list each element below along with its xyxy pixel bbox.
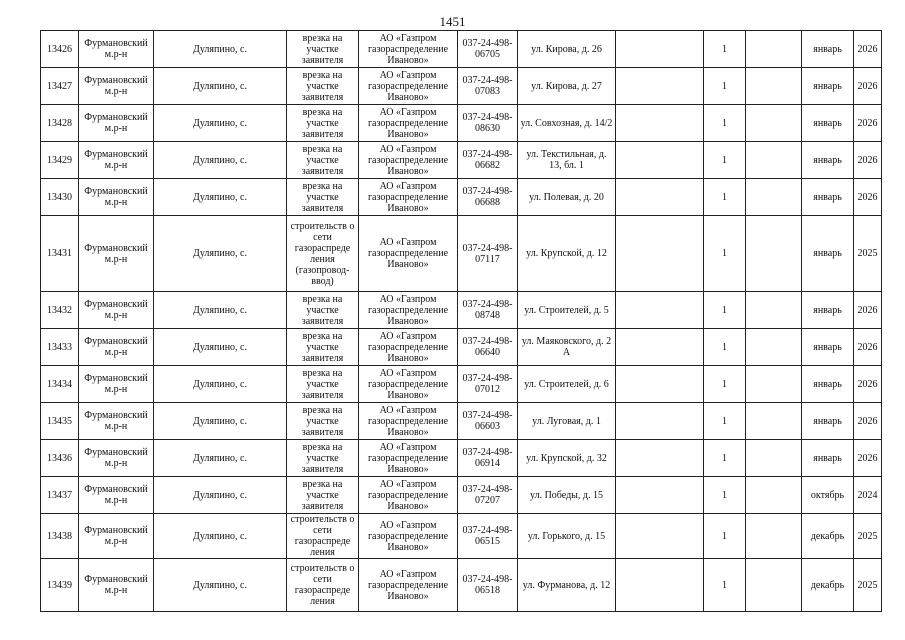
cell-quantity: 1 xyxy=(704,68,746,105)
cell-organization: АО «Газпром газораспределение Иваново» xyxy=(359,68,458,105)
cell-year: 2026 xyxy=(854,292,882,329)
cell-contract-code: 037-24-498-07012 xyxy=(458,366,518,403)
cell-empty-b xyxy=(746,179,802,216)
cell-empty-a xyxy=(616,477,704,514)
table-row xyxy=(41,292,882,329)
cell-work-type: врезка на участке заявителя xyxy=(287,142,359,179)
cell-empty-a xyxy=(616,366,704,403)
cell-organization: АО «Газпром газораспределение Иваново» xyxy=(359,329,458,366)
cell-quantity: 1 xyxy=(704,142,746,179)
cell-work-type: врезка на участке заявителя xyxy=(287,292,359,329)
cell-empty-a xyxy=(616,68,704,105)
cell-empty-a xyxy=(616,142,704,179)
cell-month: октябрь xyxy=(802,477,854,514)
cell-month: январь xyxy=(802,216,854,292)
cell-organization: АО «Газпром газораспределение Иваново» xyxy=(359,142,458,179)
cell-work-type: врезка на участке заявителя xyxy=(287,105,359,142)
cell-address: ул. Строителей, д. 6 xyxy=(518,366,616,403)
cell-month: январь xyxy=(802,366,854,403)
table-row xyxy=(41,559,882,612)
cell-month: январь xyxy=(802,31,854,68)
cell-contract-code: 037-24-498-06682 xyxy=(458,142,518,179)
cell-address: ул. Маяковского, д. 2 А xyxy=(518,329,616,366)
cell-contract-code: 037-24-498-06518 xyxy=(458,559,518,612)
cell-contract-code: 037-24-498-06515 xyxy=(458,514,518,559)
cell-settlement: Дуляпино, с. xyxy=(154,329,287,366)
cell-row-number: 13433 xyxy=(41,329,79,366)
cell-organization: АО «Газпром газораспределение Иваново» xyxy=(359,403,458,440)
cell-month: январь xyxy=(802,179,854,216)
cell-district: Фурмановский м.р-н xyxy=(79,477,154,514)
cell-quantity: 1 xyxy=(704,179,746,216)
cell-empty-a xyxy=(616,559,704,612)
cell-address: ул. Строителей, д. 5 xyxy=(518,292,616,329)
table-row xyxy=(41,514,882,559)
cell-empty-b xyxy=(746,403,802,440)
cell-settlement: Дуляпино, с. xyxy=(154,179,287,216)
cell-year: 2026 xyxy=(854,31,882,68)
cell-organization: АО «Газпром газораспределение Иваново» xyxy=(359,292,458,329)
cell-row-number: 13428 xyxy=(41,105,79,142)
cell-row-number: 13439 xyxy=(41,559,79,612)
cell-settlement: Дуляпино, с. xyxy=(154,477,287,514)
cell-year: 2026 xyxy=(854,403,882,440)
cell-empty-b xyxy=(746,31,802,68)
cell-year: 2026 xyxy=(854,440,882,477)
cell-address: ул. Луговая, д. 1 xyxy=(518,403,616,440)
cell-work-type: врезка на участке заявителя xyxy=(287,68,359,105)
cell-organization: АО «Газпром газораспределение Иваново» xyxy=(359,440,458,477)
cell-quantity: 1 xyxy=(704,403,746,440)
table-body xyxy=(41,31,882,612)
cell-year: 2025 xyxy=(854,216,882,292)
cell-empty-a xyxy=(616,329,704,366)
cell-row-number: 13431 xyxy=(41,216,79,292)
cell-empty-a xyxy=(616,440,704,477)
cell-work-type: врезка на участке заявителя xyxy=(287,366,359,403)
cell-year: 2026 xyxy=(854,142,882,179)
table-row xyxy=(41,68,882,105)
cell-month: декабрь xyxy=(802,559,854,612)
cell-work-type: строительств о сети газораспреде ления xyxy=(287,559,359,612)
table-row xyxy=(41,329,882,366)
cell-quantity: 1 xyxy=(704,366,746,403)
cell-district: Фурмановский м.р-н xyxy=(79,68,154,105)
cell-organization: АО «Газпром газораспределение Иваново» xyxy=(359,105,458,142)
cell-empty-a xyxy=(616,31,704,68)
cell-year: 2024 xyxy=(854,477,882,514)
cell-district: Фурмановский м.р-н xyxy=(79,514,154,559)
cell-district: Фурмановский м.р-н xyxy=(79,179,154,216)
cell-settlement: Дуляпино, с. xyxy=(154,440,287,477)
cell-quantity: 1 xyxy=(704,514,746,559)
cell-address: ул. Крупской, д. 12 xyxy=(518,216,616,292)
cell-empty-a xyxy=(616,179,704,216)
cell-contract-code: 037-24-498-07207 xyxy=(458,477,518,514)
cell-row-number: 13427 xyxy=(41,68,79,105)
cell-month: январь xyxy=(802,105,854,142)
cell-contract-code: 037-24-498-06603 xyxy=(458,403,518,440)
page-number: 1451 xyxy=(439,14,466,29)
cell-organization: АО «Газпром газораспределение Иваново» xyxy=(359,216,458,292)
cell-work-type: врезка на участке заявителя xyxy=(287,403,359,440)
cell-district: Фурмановский м.р-н xyxy=(79,216,154,292)
cell-work-type: врезка на участке заявителя xyxy=(287,329,359,366)
table-row xyxy=(41,142,882,179)
cell-row-number: 13435 xyxy=(41,403,79,440)
cell-address: ул. Кирова, д. 26 xyxy=(518,31,616,68)
cell-address: ул. Текстильная, д. 13, бл. 1 xyxy=(518,142,616,179)
cell-quantity: 1 xyxy=(704,477,746,514)
cell-work-type: строительств о сети газораспреде ления (газопровод-ввод) xyxy=(287,216,359,292)
cell-row-number: 13432 xyxy=(41,292,79,329)
cell-year: 2026 xyxy=(854,105,882,142)
cell-empty-a xyxy=(616,514,704,559)
cell-row-number: 13429 xyxy=(41,142,79,179)
cell-empty-b xyxy=(746,366,802,403)
cell-empty-a xyxy=(616,403,704,440)
cell-empty-b xyxy=(746,216,802,292)
cell-contract-code: 037-24-498-06640 xyxy=(458,329,518,366)
cell-address: ул. Совхозная, д. 14/2 xyxy=(518,105,616,142)
cell-work-type: врезка на участке заявителя xyxy=(287,440,359,477)
cell-organization: АО «Газпром газораспределение Иваново» xyxy=(359,179,458,216)
cell-contract-code: 037-24-498-07117 xyxy=(458,216,518,292)
cell-year: 2025 xyxy=(854,559,882,612)
cell-empty-b xyxy=(746,514,802,559)
cell-year: 2025 xyxy=(854,514,882,559)
cell-quantity: 1 xyxy=(704,105,746,142)
cell-year: 2026 xyxy=(854,179,882,216)
cell-work-type: строительств о сети газораспреде ления xyxy=(287,514,359,559)
cell-district: Фурмановский м.р-н xyxy=(79,292,154,329)
cell-quantity: 1 xyxy=(704,292,746,329)
cell-district: Фурмановский м.р-н xyxy=(79,142,154,179)
cell-address: ул. Кирова, д. 27 xyxy=(518,68,616,105)
cell-month: январь xyxy=(802,440,854,477)
cell-settlement: Дуляпино, с. xyxy=(154,559,287,612)
table-row xyxy=(41,105,882,142)
cell-row-number: 13434 xyxy=(41,366,79,403)
cell-district: Фурмановский м.р-н xyxy=(79,31,154,68)
cell-district: Фурмановский м.р-н xyxy=(79,559,154,612)
cell-contract-code: 037-24-498-08630 xyxy=(458,105,518,142)
cell-month: январь xyxy=(802,142,854,179)
cell-address: ул. Горького, д. 15 xyxy=(518,514,616,559)
cell-contract-code: 037-24-498-06705 xyxy=(458,31,518,68)
cell-quantity: 1 xyxy=(704,216,746,292)
cell-work-type: врезка на участке заявителя xyxy=(287,31,359,68)
cell-contract-code: 037-24-498-07083 xyxy=(458,68,518,105)
cell-district: Фурмановский м.р-н xyxy=(79,403,154,440)
cell-quantity: 1 xyxy=(704,559,746,612)
cell-empty-b xyxy=(746,292,802,329)
cell-row-number: 13437 xyxy=(41,477,79,514)
cell-organization: АО «Газпром газораспределение Иваново» xyxy=(359,559,458,612)
cell-work-type: врезка на участке заявителя xyxy=(287,179,359,216)
table-row xyxy=(41,440,882,477)
cell-address: ул. Крупской, д. 32 xyxy=(518,440,616,477)
cell-year: 2026 xyxy=(854,329,882,366)
cell-district: Фурмановский м.р-н xyxy=(79,440,154,477)
cell-address: ул. Фурманова, д. 12 xyxy=(518,559,616,612)
cell-empty-a xyxy=(616,292,704,329)
cell-empty-b xyxy=(746,329,802,366)
cell-organization: АО «Газпром газораспределение Иваново» xyxy=(359,514,458,559)
cell-settlement: Дуляпино, с. xyxy=(154,142,287,179)
cell-month: январь xyxy=(802,329,854,366)
cell-organization: АО «Газпром газораспределение Иваново» xyxy=(359,477,458,514)
cell-settlement: Дуляпино, с. xyxy=(154,514,287,559)
cell-district: Фурмановский м.р-н xyxy=(79,105,154,142)
cell-row-number: 13436 xyxy=(41,440,79,477)
cell-month: январь xyxy=(802,292,854,329)
cell-settlement: Дуляпино, с. xyxy=(154,292,287,329)
registry-table xyxy=(40,30,882,612)
cell-row-number: 13438 xyxy=(41,514,79,559)
table-row xyxy=(41,477,882,514)
cell-contract-code: 037-24-498-06914 xyxy=(458,440,518,477)
cell-settlement: Дуляпино, с. xyxy=(154,68,287,105)
cell-organization: АО «Газпром газораспределение Иваново» xyxy=(359,31,458,68)
cell-settlement: Дуляпино, с. xyxy=(154,105,287,142)
cell-settlement: Дуляпино, с. xyxy=(154,216,287,292)
cell-contract-code: 037-24-498-08748 xyxy=(458,292,518,329)
cell-settlement: Дуляпино, с. xyxy=(154,403,287,440)
cell-contract-code: 037-24-498-06688 xyxy=(458,179,518,216)
cell-month: январь xyxy=(802,68,854,105)
cell-address: ул. Полевая, д. 20 xyxy=(518,179,616,216)
table-row xyxy=(41,216,882,292)
cell-settlement: Дуляпино, с. xyxy=(154,31,287,68)
cell-quantity: 1 xyxy=(704,329,746,366)
cell-empty-b xyxy=(746,68,802,105)
cell-district: Фурмановский м.р-н xyxy=(79,366,154,403)
table-row xyxy=(41,31,882,68)
cell-empty-b xyxy=(746,559,802,612)
cell-work-type: врезка на участке заявителя xyxy=(287,477,359,514)
cell-empty-a xyxy=(616,105,704,142)
cell-organization: АО «Газпром газораспределение Иваново» xyxy=(359,366,458,403)
cell-district: Фурмановский м.р-н xyxy=(79,329,154,366)
cell-quantity: 1 xyxy=(704,31,746,68)
cell-month: декабрь xyxy=(802,514,854,559)
cell-empty-b xyxy=(746,477,802,514)
cell-empty-b xyxy=(746,142,802,179)
cell-month: январь xyxy=(802,403,854,440)
cell-address: ул. Победы, д. 15 xyxy=(518,477,616,514)
cell-year: 2026 xyxy=(854,366,882,403)
table-row xyxy=(41,179,882,216)
cell-empty-a xyxy=(616,216,704,292)
cell-empty-b xyxy=(746,440,802,477)
cell-year: 2026 xyxy=(854,68,882,105)
cell-row-number: 13426 xyxy=(41,31,79,68)
cell-empty-b xyxy=(746,105,802,142)
cell-quantity: 1 xyxy=(704,440,746,477)
cell-row-number: 13430 xyxy=(41,179,79,216)
cell-settlement: Дуляпино, с. xyxy=(154,366,287,403)
table-row xyxy=(41,403,882,440)
table-row xyxy=(41,366,882,403)
